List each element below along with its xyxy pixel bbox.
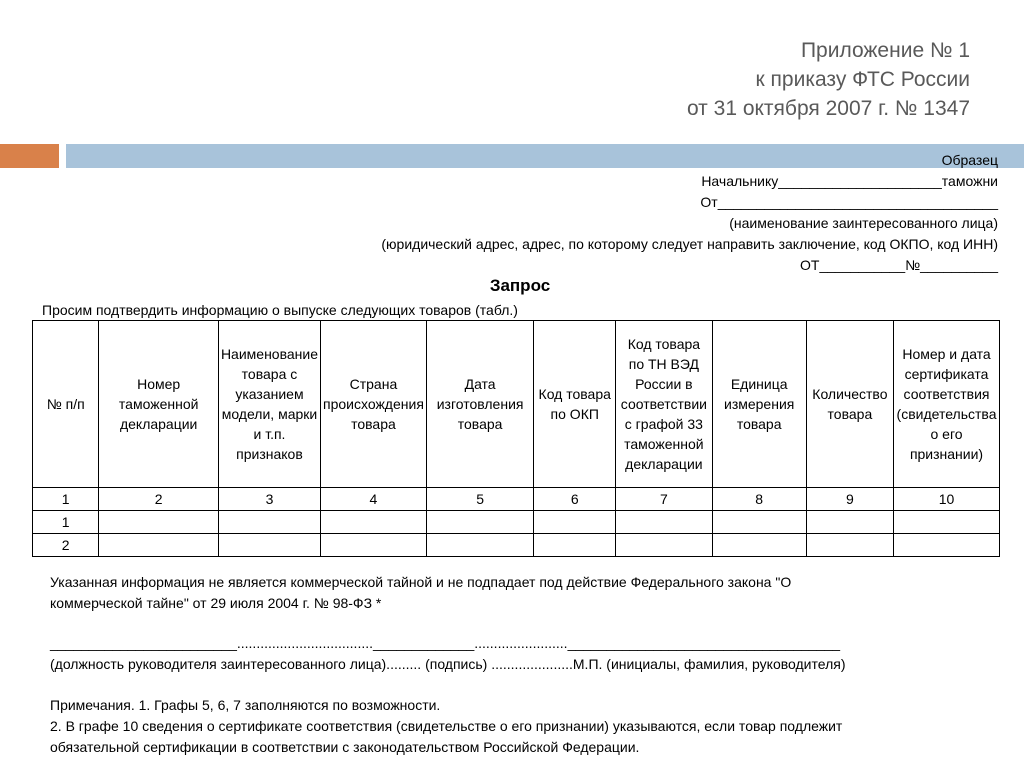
party-name-caption: (наименование заинтересованного лица) [729,215,998,231]
table-cell [218,534,320,557]
notes-block [50,695,980,758]
column-number: 7 [616,488,712,511]
to-chief-line: Начальнику_____________________таможни [701,173,998,189]
table-cell: 1 [33,511,99,534]
table-cell [712,511,806,534]
notice-line: Указанная информация не является коммерческой тайной и не подпадает под действие Федерального закона "О [50,574,792,590]
header-cell: Страна происхождения товара [321,321,427,488]
goods-table [32,320,1000,557]
header-cell: Единица измерения товара [712,321,806,488]
column-number: 9 [806,488,893,511]
table-cell [712,534,806,557]
table-cell [534,534,616,557]
request-title: Запрос [489,276,551,295]
table-cell [426,534,533,557]
header-cell: № п/п [33,321,99,488]
header-cell: Номер и дата сертификата соответствия (свидетельства о его признании) [894,321,1000,488]
table-cell [426,511,533,534]
table-cell: 2 [33,534,99,557]
note-line: 2. В графе 10 сведения о сертификате соответствия (свидетельстве о его признании) указываются, если товар подлежит [50,718,843,734]
table-cell [99,534,219,557]
header-cell: Наименование товара с указанием модели, марки и т.п. признаков [218,321,320,488]
request-subtitle: Просим подтвердить информацию о выпуске следующих товаров (табл.) [42,302,518,318]
outgoing-number-line: ОТ___________№__________ [800,257,998,273]
table-cell [806,511,893,534]
appendix-number: Приложение № 1 [800,39,970,62]
header-cell: Номер таможенной декларации [99,321,219,488]
column-number: 3 [218,488,320,511]
table-row [33,534,1000,557]
sample-label: Образец [941,152,998,168]
note-line: обязательной сертификации в соответствии с законодательством Российской Федерации. [50,739,640,755]
appendix-order-date: от 31 октября 2007 г. № 1347 [686,97,970,120]
table-cell [534,511,616,534]
header-cell: Дата изготовления товара [426,321,533,488]
table-cell [806,534,893,557]
signature-block [50,633,980,675]
address-block [238,150,998,276]
notice-line: коммерческой тайне" от 29 июля 2004 г. № 98-ФЗ * [50,595,382,611]
table-cell [218,511,320,534]
column-number: 2 [99,488,219,511]
appendix-order-ref: к приказу ФТС России [755,68,970,91]
legal-address-caption: (юридический адрес, адрес, по которому следует направить заключение, код ОКПО, код ИНН) [381,236,998,252]
confidentiality-notice [50,572,980,614]
header-cell: Код товара по ТН ВЭД России в соответствии с графой 33 таможенной декларации [616,321,712,488]
signature-caption: (должность руководителя заинтересованного лица)......... (подпись) .....................М.П. (инициалы, фамилия, руководителя) [50,656,846,672]
header-cell: Код товара по ОКП [534,321,616,488]
column-number: 5 [426,488,533,511]
column-number: 6 [534,488,616,511]
table-cell [616,511,712,534]
table-cell [894,534,1000,557]
table-cell [321,534,427,557]
column-number-row [33,488,1000,511]
table-cell [321,511,427,534]
note-line: Примечания. 1. Графы 5, 6, 7 заполняются по возможности. [50,697,441,713]
table-cell [894,511,1000,534]
table-cell [99,511,219,534]
appendix-header [370,36,970,123]
column-number: 10 [894,488,1000,511]
signature-line: ________________________..................................._____________........................___________________________________ [50,635,841,651]
table-header-row [33,321,1000,488]
table-cell [616,534,712,557]
header-cell: Количество товара [806,321,893,488]
from-line: От____________________________________ [700,194,998,210]
accent-bar-orange [0,144,59,168]
column-number: 1 [33,488,99,511]
column-number: 8 [712,488,806,511]
column-number: 4 [321,488,427,511]
table-row [33,511,1000,534]
